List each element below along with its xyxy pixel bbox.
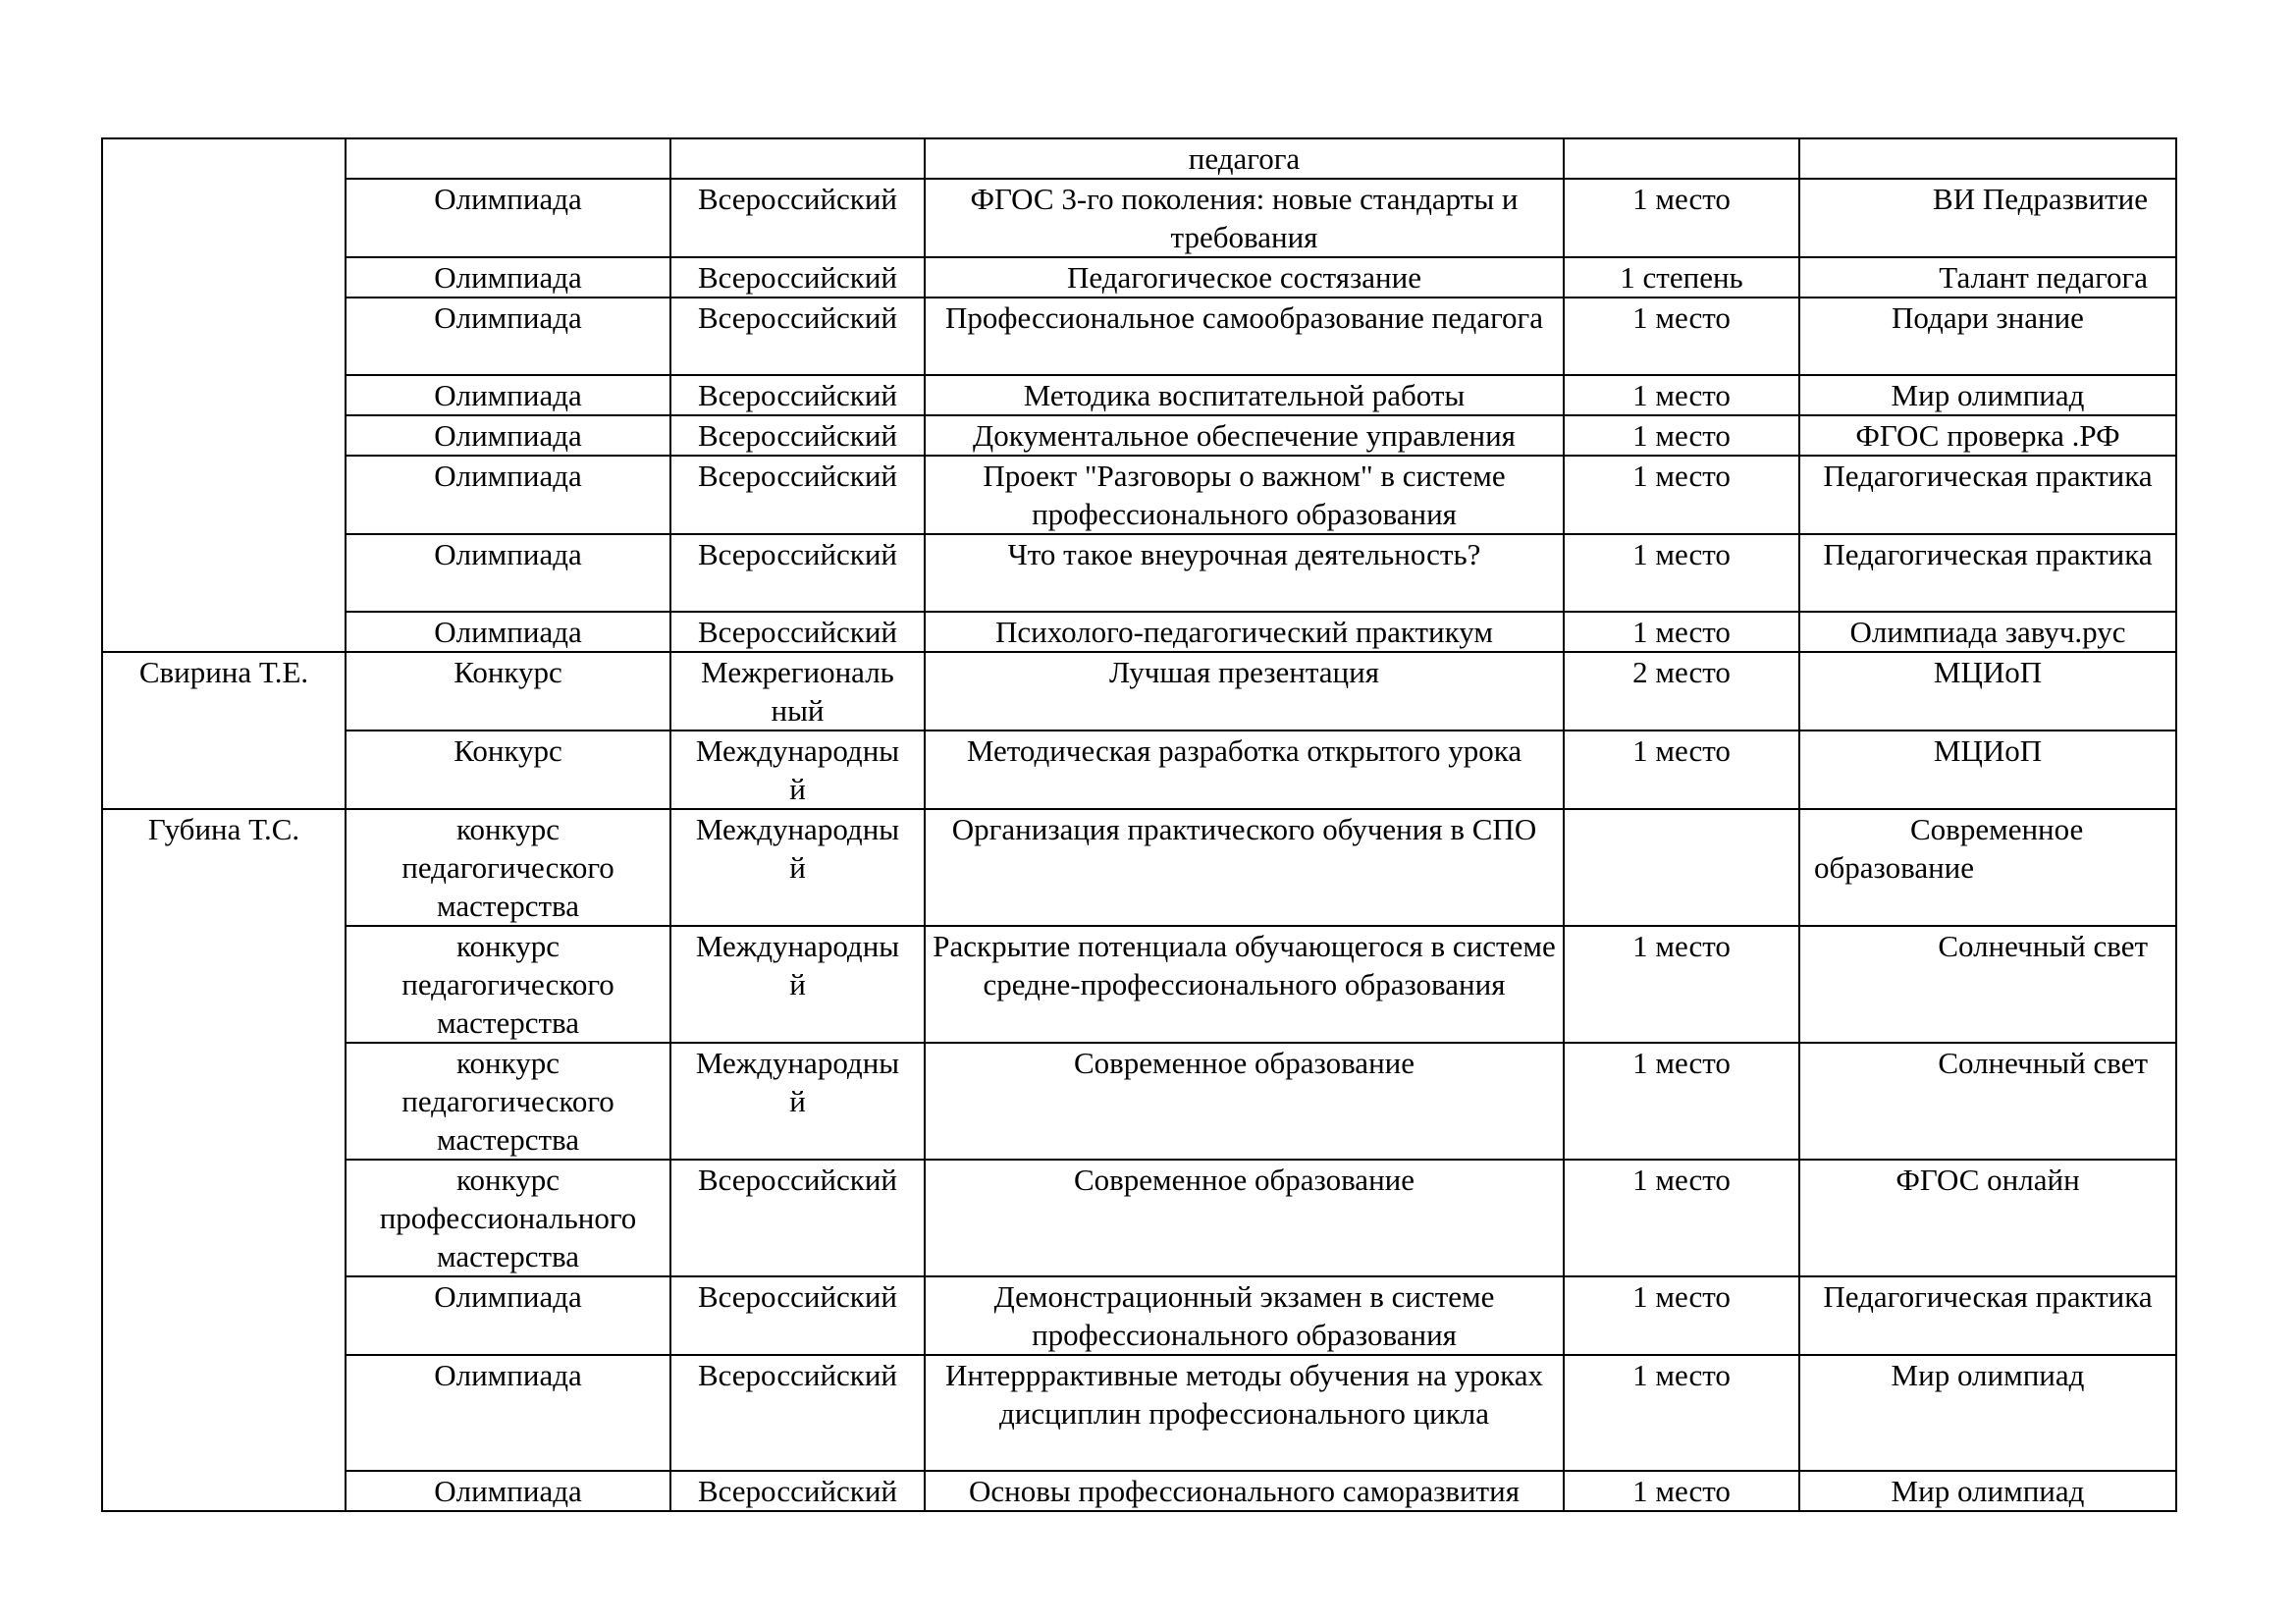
table-row xyxy=(102,298,2176,375)
type-cell: Олимпиада xyxy=(346,298,670,375)
organizer-cell: МЦИоП xyxy=(1799,731,2176,809)
topic-cell: Основы профессионального саморазвития xyxy=(925,1471,1564,1511)
type-cell: конкурс профессионального мастерства xyxy=(346,1160,670,1276)
type-cell: Олимпиада xyxy=(346,1276,670,1355)
level-cell: Всероссийский xyxy=(670,298,925,375)
table-row xyxy=(102,926,2176,1043)
result-cell: 1 место xyxy=(1564,415,1799,456)
result-cell: 1 место xyxy=(1564,926,1799,1043)
result-cell: 1 место xyxy=(1564,612,1799,652)
topic-cell: Проект "Разговоры о важном" в системе профессионального образования xyxy=(925,456,1564,534)
topic-cell: Организация практического обучения в СПО xyxy=(925,809,1564,926)
type-cell: конкурс педагогического мастерства xyxy=(346,1043,670,1160)
person-cell xyxy=(102,138,346,652)
table-row xyxy=(102,375,2176,415)
type-cell: Конкурс xyxy=(346,652,670,731)
topic-cell: Интерррактивные методы обучения на уроках дисциплин профессионального цикла xyxy=(925,1355,1564,1471)
organizer-cell: Мир олимпиад xyxy=(1799,375,2176,415)
level-cell: Всероссийский xyxy=(670,456,925,534)
result-cell: 1 место xyxy=(1564,1355,1799,1471)
table-row xyxy=(102,179,2176,257)
topic-cell: Методика воспитательной работы xyxy=(925,375,1564,415)
organizer-cell: Педагогическая практика xyxy=(1799,1276,2176,1355)
level-cell: Всероссийский xyxy=(670,1471,925,1511)
organizer-cell: Подари знание xyxy=(1799,298,2176,375)
table-row xyxy=(102,652,2176,731)
topic-cell: Методическая разработка открытого урока xyxy=(925,731,1564,809)
awards-table xyxy=(101,137,2177,1512)
person-cell: Свирина Т.Е. xyxy=(102,652,346,809)
result-cell: 1 место xyxy=(1564,179,1799,257)
table-row xyxy=(102,534,2176,612)
topic-cell: Психолого-педагогический практикум xyxy=(925,612,1564,652)
type-cell: Олимпиада xyxy=(346,1355,670,1471)
level-cell: Всероссийский xyxy=(670,415,925,456)
table-row xyxy=(102,138,2176,179)
type-cell: конкурс педагогического мастерства xyxy=(346,926,670,1043)
level-line: й xyxy=(789,1084,806,1118)
organizer-cell: Педагогическая практика xyxy=(1799,534,2176,612)
result-cell: 1 степень xyxy=(1564,257,1799,298)
level-cell: Всероссийский xyxy=(670,1160,925,1276)
level-line: Международны xyxy=(695,733,900,768)
type-cell: Олимпиада xyxy=(346,415,670,456)
table-row xyxy=(102,1355,2176,1471)
type-cell: Олимпиада xyxy=(346,375,670,415)
level-cell xyxy=(670,926,925,1043)
table-row xyxy=(102,731,2176,809)
result-cell: 1 место xyxy=(1564,534,1799,612)
topic-cell: Демонстрационный экзамен в системе профессионального образования xyxy=(925,1276,1564,1355)
level-cell: Всероссийский xyxy=(670,179,925,257)
level-cell xyxy=(670,1043,925,1160)
table-row xyxy=(102,257,2176,298)
result-cell: 1 место xyxy=(1564,298,1799,375)
table-row xyxy=(102,1160,2176,1276)
level-cell xyxy=(670,652,925,731)
organizer-cell: ФГОС онлайн xyxy=(1799,1160,2176,1276)
result-cell: 1 место xyxy=(1564,456,1799,534)
type-cell: Олимпиада xyxy=(346,1471,670,1511)
level-cell: Всероссийский xyxy=(670,534,925,612)
type-cell: конкурс педагогического мастерства xyxy=(346,809,670,926)
organizer-line: Современное xyxy=(1910,812,2084,846)
organizer-cell xyxy=(1799,809,2176,926)
topic-cell: Лучшая презентация xyxy=(925,652,1564,731)
table-row xyxy=(102,612,2176,652)
table-row xyxy=(102,1276,2176,1355)
result-cell xyxy=(1564,809,1799,926)
result-cell: 2 место xyxy=(1564,652,1799,731)
result-cell: 1 место xyxy=(1564,1471,1799,1511)
organizer-cell: Мир олимпиад xyxy=(1799,1355,2176,1471)
level-cell: Всероссийский xyxy=(670,257,925,298)
level-line: ный xyxy=(771,693,825,728)
level-line: й xyxy=(789,772,806,806)
topic-cell: Что такое внеурочная деятельность? xyxy=(925,534,1564,612)
level-line: Международны xyxy=(695,929,900,963)
topic-cell: ФГОС 3-го поколения: новые стандарты и требования xyxy=(925,179,1564,257)
type-cell: Конкурс xyxy=(346,731,670,809)
topic-cell: Раскрытие потенциала обучающегося в системе средне-профессионального образования xyxy=(925,926,1564,1043)
type-cell: Олимпиада xyxy=(346,257,670,298)
level-cell: Всероссийский xyxy=(670,1355,925,1471)
organizer-cell: МЦИоП xyxy=(1799,652,2176,731)
person-cell: Губина Т.С. xyxy=(102,809,346,1511)
organizer-cell: ФГОС проверка .РФ xyxy=(1799,415,2176,456)
topic-cell: педагога xyxy=(925,138,1564,179)
type-cell: Олимпиада xyxy=(346,456,670,534)
table-row xyxy=(102,415,2176,456)
topic-cell: Современное образование xyxy=(925,1043,1564,1160)
organizer-cell: Мир олимпиад xyxy=(1799,1471,2176,1511)
organizer-cell: Педагогическая практика xyxy=(1799,456,2176,534)
level-cell xyxy=(670,809,925,926)
result-cell xyxy=(1564,138,1799,179)
level-line: Международны xyxy=(695,1046,900,1080)
table-row xyxy=(102,1471,2176,1511)
result-cell: 1 место xyxy=(1564,731,1799,809)
level-line: Международны xyxy=(695,812,900,846)
table-row xyxy=(102,1043,2176,1160)
organizer-cell: Олимпиада завуч.рус xyxy=(1799,612,2176,652)
organizer-line: образование xyxy=(1814,850,1975,885)
topic-cell: Документальное обеспечение управления xyxy=(925,415,1564,456)
result-cell: 1 место xyxy=(1564,1160,1799,1276)
type-cell: Олимпиада xyxy=(346,534,670,612)
level-cell: Всероссийский xyxy=(670,375,925,415)
topic-cell: Педагогическое состязание xyxy=(925,257,1564,298)
result-cell: 1 место xyxy=(1564,1276,1799,1355)
result-cell: 1 место xyxy=(1564,375,1799,415)
type-cell xyxy=(346,138,670,179)
level-line: й xyxy=(789,850,806,885)
organizer-cell xyxy=(1799,138,2176,179)
organizer-cell: Солнечный свет xyxy=(1799,926,2176,1043)
table-row xyxy=(102,456,2176,534)
level-line: й xyxy=(789,967,806,1001)
level-cell: Всероссийский xyxy=(670,612,925,652)
result-cell: 1 место xyxy=(1564,1043,1799,1160)
topic-cell: Современное образование xyxy=(925,1160,1564,1276)
level-cell: Всероссийский xyxy=(670,1276,925,1355)
type-cell: Олимпиада xyxy=(346,179,670,257)
topic-cell: Профессиональное самообразование педагога xyxy=(925,298,1564,375)
type-cell: Олимпиада xyxy=(346,612,670,652)
organizer-cell: Талант педагога xyxy=(1799,257,2176,298)
organizer-cell: ВИ Педразвитие xyxy=(1799,179,2176,257)
organizer-cell: Солнечный свет xyxy=(1799,1043,2176,1160)
level-cell xyxy=(670,731,925,809)
table-row xyxy=(102,809,2176,926)
level-line: Межрегиональ xyxy=(701,655,894,689)
level-cell xyxy=(670,138,925,179)
